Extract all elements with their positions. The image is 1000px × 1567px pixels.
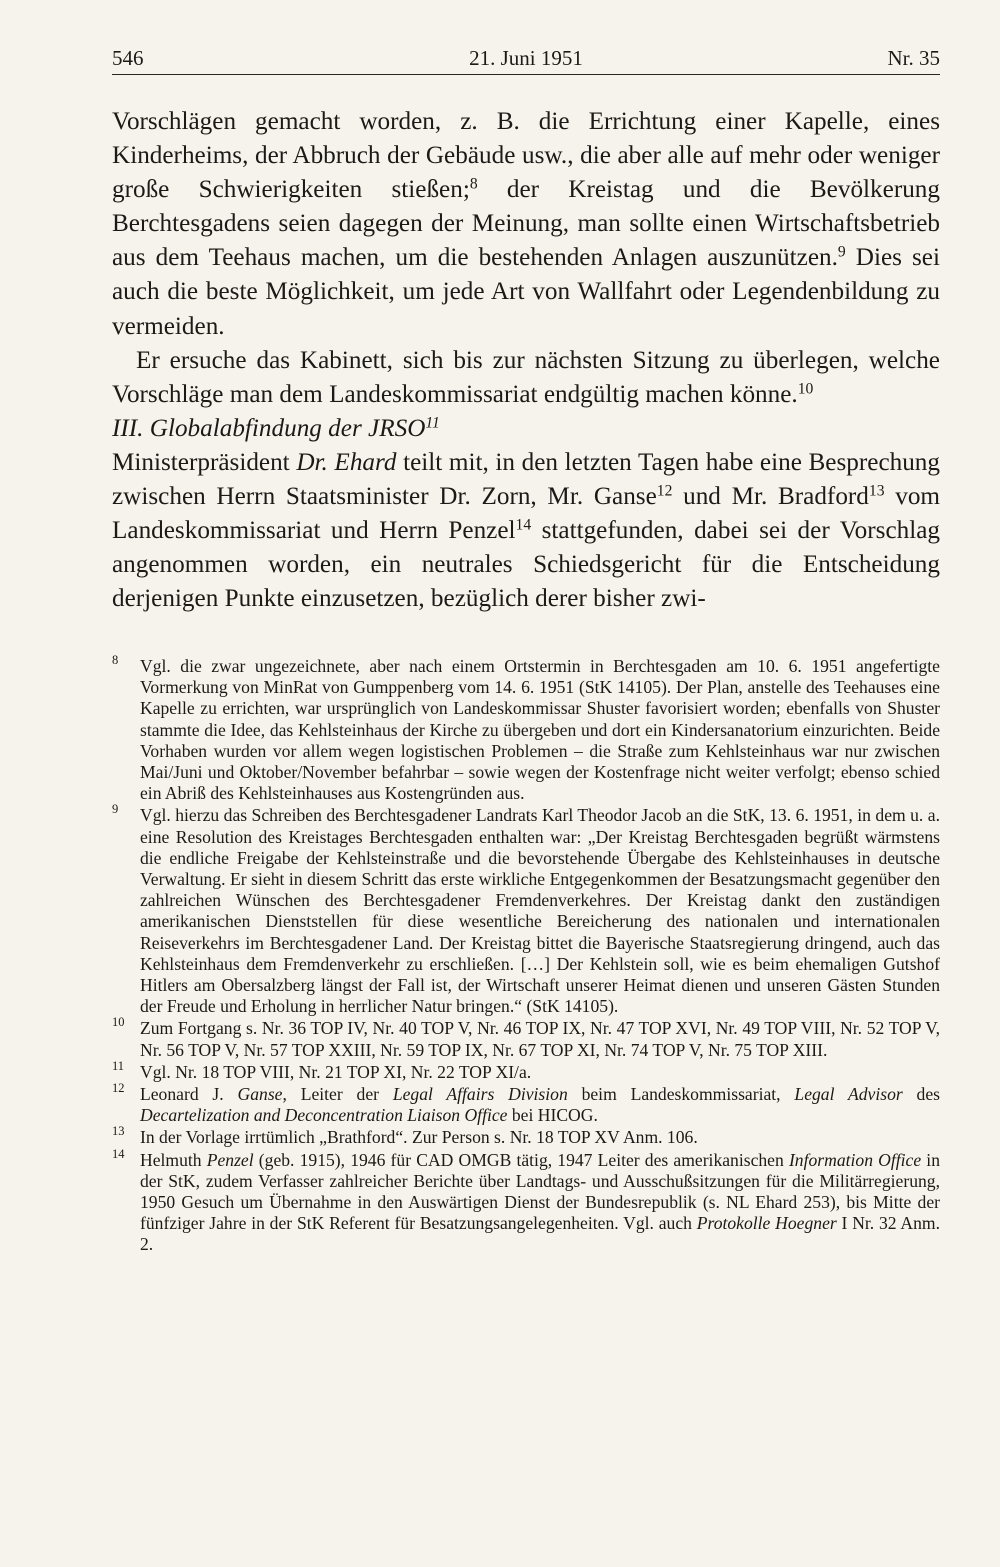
footnote-11 bbox=[112, 1058, 940, 1083]
footnote-ref-8: 8 bbox=[469, 175, 478, 193]
main-text bbox=[112, 105, 940, 616]
footnote-text: Vgl. die zwar ungezeichnete, aber nach einem Ortstermin in Berchtesgaden am 10. 6. 1951 angefertigte Vormerkung von MinRat von Gumppenberg vom 14. 6. 1951 (StK 14105). Der Plan, anstelle des Teehauses eine Kapelle zu errichten, war ursprünglich von Landeskommissar Shuster favorisiert worden; ebenfalls von Shuster stammte die Idee, das Kehlsteinhaus der Kirche zu übergeben und dort ein Kindersanatorium einzurichten. Beide Vorhaben wurden vor allem wegen logistischen Problemen – die Straße zum Kehlsteinhaus war nur zwischen Mai/Juni und Oktober/November befahrbar – sowie wegen der Kostenfrage nicht weiter verfolgt; ebenso schied ein Abriß des Kehlsteinhauses aus Kostengründen aus. bbox=[140, 656, 940, 804]
paragraph-2: Er ersuche das Kabinett, sich bis zur nächsten Sitzung zu überlegen, welche Vorschläge man dem Landeskommissariat endgültig machen könne.$^{10}$ bbox=[112, 346, 940, 408]
section-heading: III. Globalabfindung der JRSO$^{11}$ bbox=[112, 414, 440, 442]
footnote-ref-14: 14 bbox=[515, 516, 532, 534]
person-name: Dr. Ehard bbox=[296, 448, 397, 476]
footnote-number: 11 bbox=[112, 1058, 125, 1073]
footnote-number: 10 bbox=[112, 1015, 125, 1030]
footnote-13 bbox=[112, 1124, 940, 1148]
page-number: 546 bbox=[112, 46, 144, 70]
running-header bbox=[112, 46, 940, 75]
footnote-number: 8 bbox=[112, 653, 119, 667]
footnote-9 bbox=[112, 802, 940, 1017]
footnotes bbox=[112, 653, 941, 1257]
footnote-ref-10: 10 bbox=[797, 380, 814, 398]
footnote-text: In der Vorlage irrtümlich „Brathford“. Zur Person s. Nr. 18 TOP XV Anm. 106. bbox=[140, 1127, 698, 1148]
footnote-number: 13 bbox=[112, 1124, 125, 1139]
footnote-number: 12 bbox=[112, 1081, 125, 1096]
footnote-ref-11: 11 bbox=[425, 414, 440, 432]
footnote-number: 14 bbox=[112, 1146, 125, 1161]
paragraph-3: Ministerpräsident Dr. Ehard teilt mit, in den letzten Tagen habe eine Besprechung zwischen Herrn Staatsminister Dr. Zorn, Mr. Ganse$^{12}$ und Mr. Bradford$^{13}$ vom Landeskommissariat und Herrn Penzel$^{14}$ stattgefunden, dabei sei der Vorschlag angenommen worden, ein neutrales Schiedsgericht für die Entscheidung derjenigen Punkte einzusetzen, bezüglich derer bisher zwi- bbox=[112, 448, 940, 613]
footnote-text: Vgl. hierzu das Schreiben des Berchtesgadener Landrats Karl Theodor Jacob an die StK, 13. 6. 1951, in dem u. a. eine Resolution des Kreistages Berchtesgaden enthalten war: „Der Kreistag Berchtesgaden begrüßt wärmstens die endliche Freigabe der Kehlsteinstraße und die bevorstehende Übergabe des Kehlsteinhauses in deutsche Verwaltung. Er sieht in diesem Schritt das erste wirkliche Entgegenkommen der Besatzungsmacht gegenüber den zahlreichen Wünschen des Berchtesgadener Fremdenverkehres. Der Kreistag dankt den zuständigen amerikanischen Dienststellen für diese wesentliche Bereicherung des nationalen und internationalen Reiseverkehrs im Berchtesgadener Land. Der Kreistag bittet die Bayerische Staatsregierung dringend, auch das Kehlsteinhaus dem Fremdenverkehr zu erschließen. […] Der Kehlstein soll, wie es beim ehemaligen Gutshof Hitlers am Obersalzberg längst der Fall ist, der Wirtschaft unserer Heimat dienen und unseren Gästen Stunden der Freude und Erholung in herrlicher Natur bringen.“ (StK 14105). bbox=[140, 805, 940, 1017]
header-date: 21. Juni 1951 bbox=[469, 46, 583, 70]
footnote-ref-12: 12 bbox=[656, 482, 673, 500]
footnote-14: 14 Helmuth Penzel (geb. 1915), 1946 für CAD OMGB tätig, 1947 Leiter des amerikanischen Information Office in der StK, zudem Verfasser zahlreicher Berichte über Landtags- und Ausschußsitzungen für die Militärregierung, 1950 Gesuch um Übernahme in den Auswärtigen Dienst der Bundesrepublik (s. NL Ehard 253), bis Mitte der fünfziger Jahre in der StK Referent für Besatzungsangelegenheiten. Vgl. auch Protokolle Hoegner I Nr. 32 Anm. 2. bbox=[112, 1146, 941, 1255]
footnote-10 bbox=[112, 1015, 940, 1060]
footnote-ref-9: 9 bbox=[837, 243, 846, 261]
paragraph-1: Vorschlägen gemacht worden, z. B. die Errichtung einer Kapelle, eines Kinderheims, der Abbruch der Gebäude usw., die aber alle auf mehr oder weniger große Schwierigkeiten stießen;$^8$ der Kreistag und die Bevölkerung Berchtesgadens seien dagegen der Meinung, man sollte einen Wirtschaftsbetrieb aus dem Teehaus machen, um die bestehenden Anlagen auszunützen.$^9$ Dies sei auch die beste Möglichkeit, um jede Art von Wallfahrt oder Legendenbildung zu vermeiden. bbox=[112, 108, 940, 340]
footnote-12: 12 Leonard J. Ganse, Leiter der Legal Affairs Division beim Landeskommissariat, Legal Advisor des Decartelization and Deconcentration Liaison Office bei HICOG. bbox=[112, 1081, 940, 1126]
header-issue-number: Nr. 35 bbox=[887, 46, 940, 70]
footnote-ref-13: 13 bbox=[868, 482, 885, 500]
footnote-8 bbox=[112, 653, 940, 804]
footnote-text: Zum Fortgang s. Nr. 36 TOP IV, Nr. 40 TOP V, Nr. 46 TOP IX, Nr. 47 TOP XVI, Nr. 49 TOP VIII, Nr. 52 TOP V, Nr. 56 TOP V, Nr. 57 TOP XXIII, Nr. 59 TOP IX, Nr. 67 TOP XI, Nr. 74 TOP V, Nr. 75 TOP XIII. bbox=[140, 1018, 940, 1060]
footnote-number: 9 bbox=[112, 802, 119, 817]
footnote-text: Vgl. Nr. 18 TOP VIII, Nr. 21 TOP XI, Nr. 22 TOP XI/a. bbox=[140, 1061, 532, 1082]
